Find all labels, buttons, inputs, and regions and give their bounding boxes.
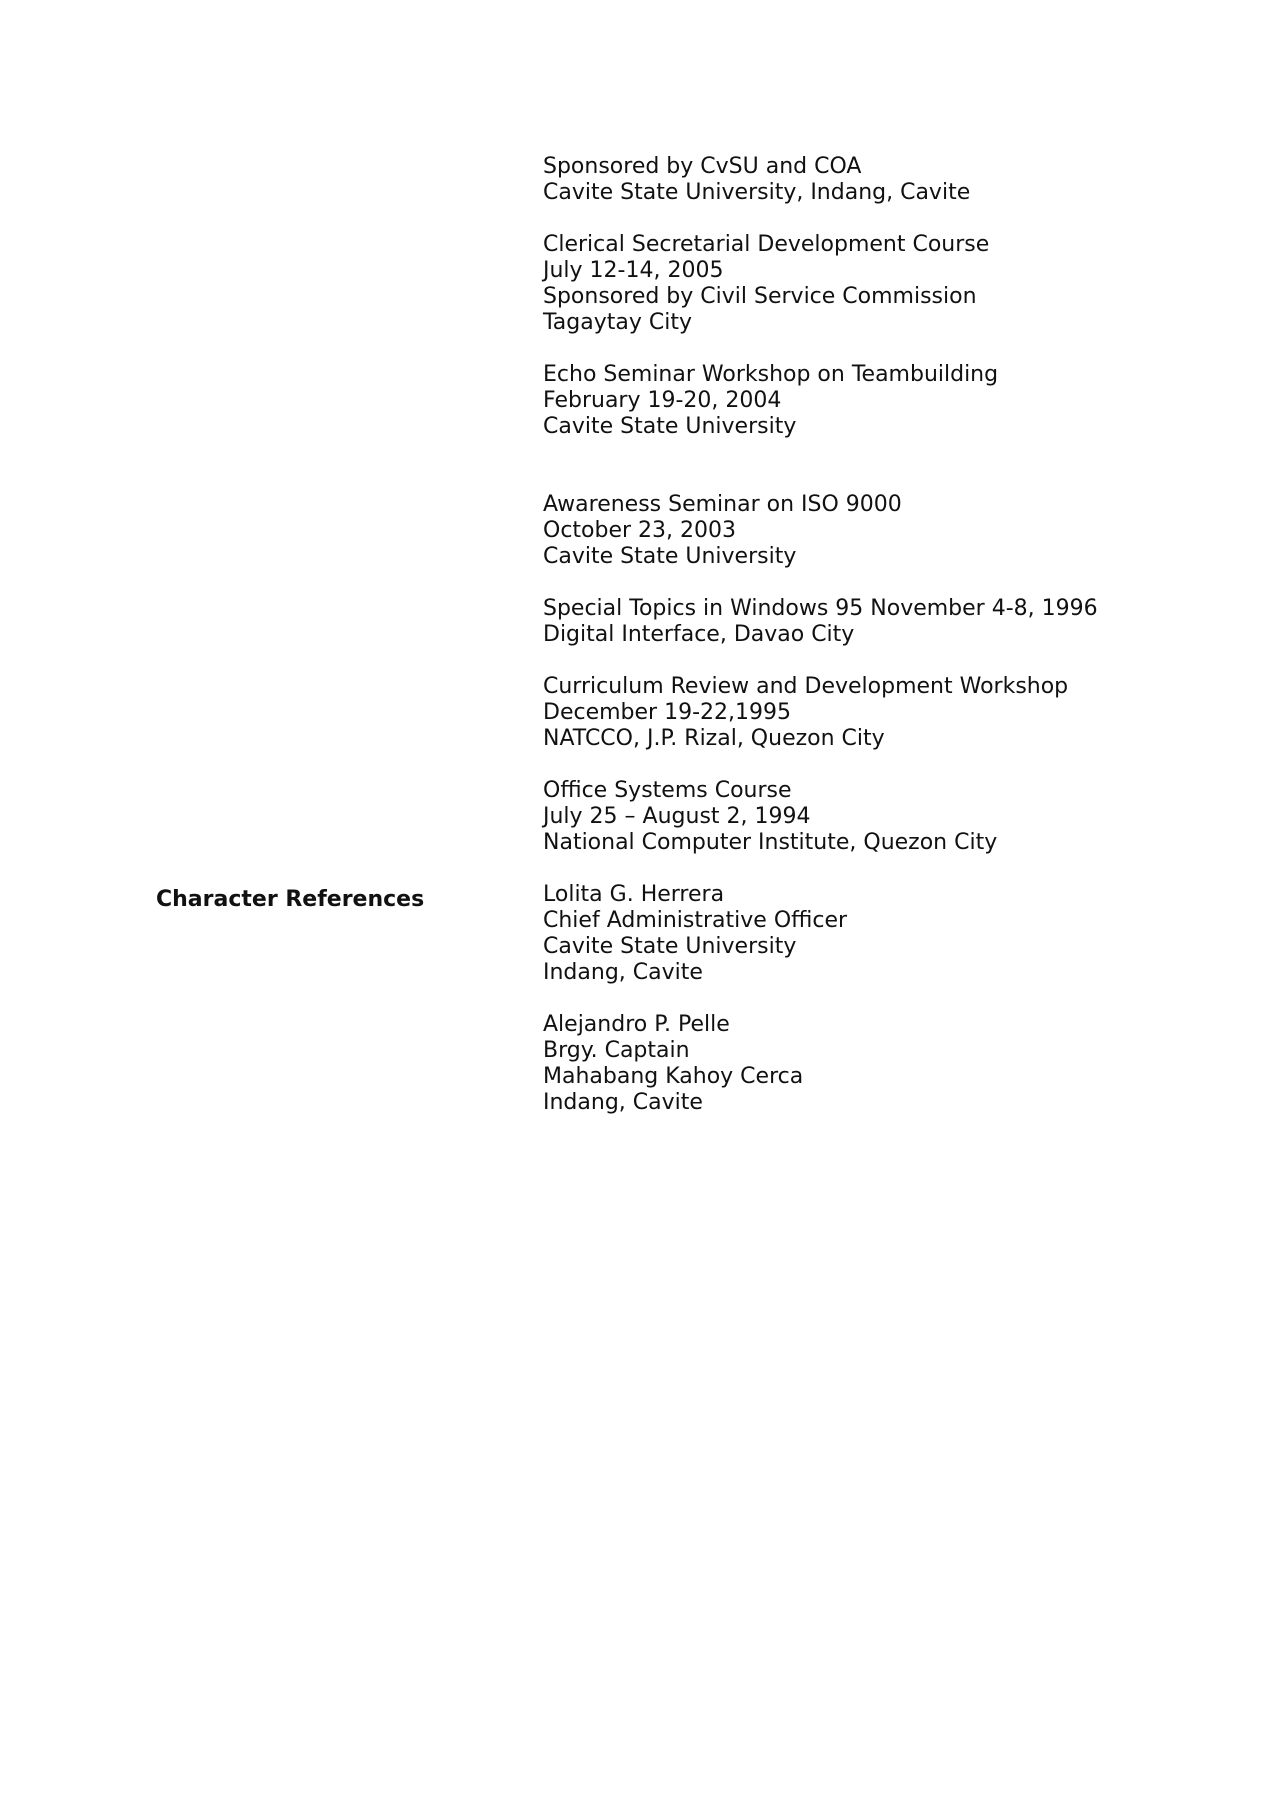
reference-line: Chief Administrative Officer <box>543 908 848 933</box>
training-line: Tagaytay City <box>543 310 692 335</box>
training-line: Clerical Secretarial Development Course <box>543 232 990 257</box>
reference-line: Indang, Cavite <box>543 960 703 985</box>
training-entry <box>543 778 1183 856</box>
training-entry <box>543 154 1183 206</box>
training-line: Special Topics in Windows 95 November 4-8, 1996 <box>543 596 1098 621</box>
right-column <box>543 154 1183 1116</box>
reference-line: Mahabang Kahoy Cerca <box>543 1064 804 1089</box>
reference-line: Alejandro P. Pelle <box>543 1012 730 1037</box>
training-line: Echo Seminar Workshop on Teambuilding <box>543 362 999 387</box>
reference-entry <box>543 882 1183 986</box>
training-line: July 25 – August 2, 1994 <box>543 804 811 829</box>
training-entry <box>543 674 1183 752</box>
training-line: Curriculum Review and Development Workshop <box>543 674 1069 699</box>
training-line: Digital Interface, Davao City <box>543 622 855 647</box>
training-line: Cavite State University, Indang, Cavite <box>543 180 971 205</box>
training-line: Cavite State University <box>543 414 797 439</box>
training-line: Awareness Seminar on ISO 9000 <box>543 492 902 517</box>
character-references-heading: Character References <box>156 887 425 912</box>
training-entry <box>543 362 1183 440</box>
reference-line: Brgy. Captain <box>543 1038 690 1063</box>
training-line: NATCCO, J.P. Rizal, Quezon City <box>543 726 885 751</box>
training-entry <box>543 596 1183 648</box>
training-line: National Computer Institute, Quezon City <box>543 830 998 855</box>
training-line: October 23, 2003 <box>543 518 737 543</box>
training-line: July 12-14, 2005 <box>543 258 724 283</box>
reference-line: Cavite State University <box>543 934 797 959</box>
training-entry <box>543 232 1183 336</box>
training-entry <box>543 492 1183 570</box>
reference-entry <box>543 1012 1183 1116</box>
training-line: Sponsored by CvSU and COA <box>543 154 862 179</box>
training-line: Office Systems Course <box>543 778 792 803</box>
training-line: Sponsored by Civil Service Commission <box>543 284 977 309</box>
reference-line: Indang, Cavite <box>543 1090 703 1115</box>
training-line: December 19-22,1995 <box>543 700 791 725</box>
training-line: Cavite State University <box>543 544 797 569</box>
training-line: February 19-20, 2004 <box>543 388 782 413</box>
reference-line: Lolita G. Herrera <box>543 882 725 907</box>
